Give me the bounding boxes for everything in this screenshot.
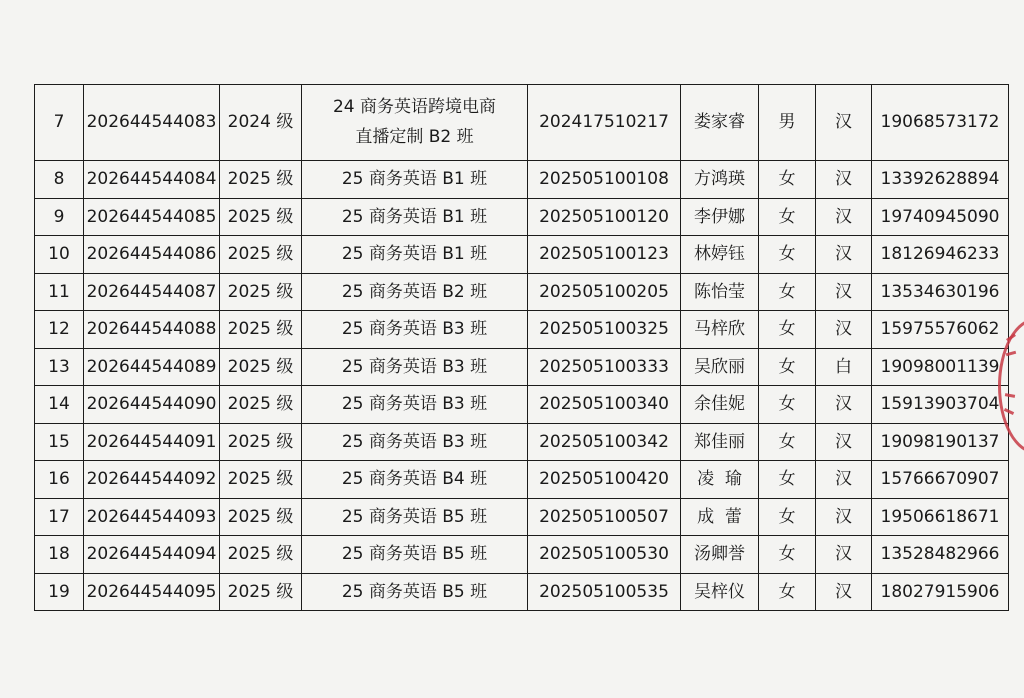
class-name-line: 25 商务英语 B3 班 xyxy=(341,319,488,340)
gender-cell: 女 xyxy=(759,423,816,461)
roster-body xyxy=(35,85,1009,611)
ethnicity-cell: 汉 xyxy=(816,311,872,349)
grade-cell: 2025 级 xyxy=(220,461,302,499)
name-cell: 方鸿瑛 xyxy=(681,161,759,199)
grade-cell: 2025 级 xyxy=(220,386,302,424)
student-number-cell: 202505100205 xyxy=(528,273,681,311)
row-number-cell: 14 xyxy=(35,386,84,424)
table-row xyxy=(35,498,1009,536)
ethnicity-cell: 汉 xyxy=(816,461,872,499)
grade-cell: 2025 级 xyxy=(220,573,302,611)
row-number-cell: 13 xyxy=(35,348,84,386)
phone-cell: 19740945090 xyxy=(872,198,1009,236)
table-row xyxy=(35,273,1009,311)
ethnicity-cell: 汉 xyxy=(816,198,872,236)
grade-cell: 2025 级 xyxy=(220,198,302,236)
phone-cell: 19098190137 xyxy=(872,423,1009,461)
class-cell xyxy=(302,198,528,236)
gender-cell: 女 xyxy=(759,198,816,236)
class-name-line: 25 商务英语 B3 班 xyxy=(341,431,488,452)
phone-cell: 19098001139 xyxy=(872,348,1009,386)
row-number-cell: 8 xyxy=(35,161,84,199)
ethnicity-cell: 汉 xyxy=(816,85,872,161)
name-cell: 林婷钰 xyxy=(681,236,759,274)
ethnicity-cell: 汉 xyxy=(816,423,872,461)
grade-cell: 2025 级 xyxy=(220,311,302,349)
gender-cell: 女 xyxy=(759,273,816,311)
table-row xyxy=(35,198,1009,236)
phone-cell: 15913903704 xyxy=(872,386,1009,424)
grade-cell: 2025 级 xyxy=(220,348,302,386)
ethnicity-cell: 汉 xyxy=(816,236,872,274)
ethnicity-cell: 汉 xyxy=(816,386,872,424)
name-cell: 娄家睿 xyxy=(681,85,759,161)
class-cell xyxy=(302,536,528,574)
grade-cell: 2025 级 xyxy=(220,236,302,274)
table-row xyxy=(35,536,1009,574)
class-name-line: 25 商务英语 B4 班 xyxy=(341,469,488,490)
grade-cell: 2025 级 xyxy=(220,498,302,536)
name-cell: 马梓欣 xyxy=(681,311,759,349)
gender-cell: 女 xyxy=(759,236,816,274)
table-row xyxy=(35,85,1009,161)
phone-cell: 15766670907 xyxy=(872,461,1009,499)
class-cell xyxy=(302,161,528,199)
phone-cell: 13528482966 xyxy=(872,536,1009,574)
class-name-line: 25 商务英语 B2 班 xyxy=(341,281,488,302)
name-cell: 余佳妮 xyxy=(681,386,759,424)
name-cell: 李伊娜 xyxy=(681,198,759,236)
gender-cell: 女 xyxy=(759,461,816,499)
student-number-cell: 202505100420 xyxy=(528,461,681,499)
gender-cell: 女 xyxy=(759,573,816,611)
id-number-cell: 202644544088 xyxy=(84,311,220,349)
name-cell: 吴欣丽 xyxy=(681,348,759,386)
ethnicity-cell: 汉 xyxy=(816,273,872,311)
row-number-cell: 19 xyxy=(35,573,84,611)
table-row xyxy=(35,386,1009,424)
phone-cell: 15975576062 xyxy=(872,311,1009,349)
table-row xyxy=(35,423,1009,461)
row-number-cell: 7 xyxy=(35,85,84,161)
id-number-cell: 202644544094 xyxy=(84,536,220,574)
student-number-cell: 202505100325 xyxy=(528,311,681,349)
phone-cell: 18027915906 xyxy=(872,573,1009,611)
id-number-cell: 202644544093 xyxy=(84,498,220,536)
id-number-cell: 202644544085 xyxy=(84,198,220,236)
student-number-cell: 202505100535 xyxy=(528,573,681,611)
student-number-cell: 202505100333 xyxy=(528,348,681,386)
table-row xyxy=(35,311,1009,349)
class-name-line: 25 商务英语 B3 班 xyxy=(341,356,488,377)
grade-cell: 2025 级 xyxy=(220,423,302,461)
student-number-cell: 202505100120 xyxy=(528,198,681,236)
class-cell xyxy=(302,85,528,161)
gender-cell: 女 xyxy=(759,311,816,349)
name-cell: 吴梓仪 xyxy=(681,573,759,611)
row-number-cell: 17 xyxy=(35,498,84,536)
student-number-cell: 202505100342 xyxy=(528,423,681,461)
student-number-cell: 202505100108 xyxy=(528,161,681,199)
phone-cell: 13392628894 xyxy=(872,161,1009,199)
table-row xyxy=(35,236,1009,274)
row-number-cell: 18 xyxy=(35,536,84,574)
grade-cell: 2024 级 xyxy=(220,85,302,161)
class-name-line: 25 商务英语 B5 班 xyxy=(341,544,488,565)
id-number-cell: 202644544086 xyxy=(84,236,220,274)
class-name-line: 25 商务英语 B1 班 xyxy=(341,206,488,227)
gender-cell: 女 xyxy=(759,498,816,536)
table-row xyxy=(35,573,1009,611)
class-cell xyxy=(302,311,528,349)
gender-cell: 女 xyxy=(759,536,816,574)
row-number-cell: 16 xyxy=(35,461,84,499)
name-cell: 陈怡莹 xyxy=(681,273,759,311)
table-row xyxy=(35,348,1009,386)
row-number-cell: 10 xyxy=(35,236,84,274)
class-name-line: 24 商务英语跨境电商 xyxy=(332,96,497,117)
class-cell xyxy=(302,498,528,536)
grade-cell: 2025 级 xyxy=(220,536,302,574)
name-cell: 郑佳丽 xyxy=(681,423,759,461)
class-cell xyxy=(302,573,528,611)
class-cell xyxy=(302,386,528,424)
row-number-cell: 9 xyxy=(35,198,84,236)
student-number-cell: 202505100340 xyxy=(528,386,681,424)
table-row xyxy=(35,161,1009,199)
row-number-cell: 12 xyxy=(35,311,84,349)
name-cell: 汤卿誉 xyxy=(681,536,759,574)
name-cell: 成 蕾 xyxy=(681,498,759,536)
class-name-line: 25 商务英语 B1 班 xyxy=(341,169,488,190)
gender-cell: 女 xyxy=(759,348,816,386)
student-number-cell: 202505100123 xyxy=(528,236,681,274)
gender-cell: 男 xyxy=(759,85,816,161)
class-name-line: 25 商务英语 B3 班 xyxy=(341,394,488,415)
id-number-cell: 202644544095 xyxy=(84,573,220,611)
class-cell xyxy=(302,461,528,499)
id-number-cell: 202644544084 xyxy=(84,161,220,199)
phone-cell: 19068573172 xyxy=(872,85,1009,161)
gender-cell: 女 xyxy=(759,161,816,199)
student-number-cell: 202417510217 xyxy=(528,85,681,161)
class-cell xyxy=(302,348,528,386)
id-number-cell: 202644544091 xyxy=(84,423,220,461)
class-cell xyxy=(302,273,528,311)
id-number-cell: 202644544087 xyxy=(84,273,220,311)
ethnicity-cell: 汉 xyxy=(816,498,872,536)
student-number-cell: 202505100507 xyxy=(528,498,681,536)
student-number-cell: 202505100530 xyxy=(528,536,681,574)
class-name-line: 25 商务英语 B5 班 xyxy=(341,581,488,602)
id-number-cell: 202644544089 xyxy=(84,348,220,386)
row-number-cell: 15 xyxy=(35,423,84,461)
id-number-cell: 202644544092 xyxy=(84,461,220,499)
phone-cell: 19506618671 xyxy=(872,498,1009,536)
student-roster-table xyxy=(34,84,1009,611)
class-cell xyxy=(302,423,528,461)
class-name-line: 直播定制 B2 班 xyxy=(355,126,474,147)
class-name-line: 25 商务英语 B1 班 xyxy=(341,244,488,265)
grade-cell: 2025 级 xyxy=(220,161,302,199)
ethnicity-cell: 汉 xyxy=(816,573,872,611)
gender-cell: 女 xyxy=(759,386,816,424)
phone-cell: 18126946233 xyxy=(872,236,1009,274)
id-number-cell: 202644544090 xyxy=(84,386,220,424)
id-number-cell: 202644544083 xyxy=(84,85,220,161)
ethnicity-cell: 白 xyxy=(816,348,872,386)
phone-cell: 13534630196 xyxy=(872,273,1009,311)
ethnicity-cell: 汉 xyxy=(816,536,872,574)
ethnicity-cell: 汉 xyxy=(816,161,872,199)
grade-cell: 2025 级 xyxy=(220,273,302,311)
row-number-cell: 11 xyxy=(35,273,84,311)
class-cell xyxy=(302,236,528,274)
class-name-line: 25 商务英语 B5 班 xyxy=(341,506,488,527)
name-cell: 凌 瑜 xyxy=(681,461,759,499)
table-row xyxy=(35,461,1009,499)
